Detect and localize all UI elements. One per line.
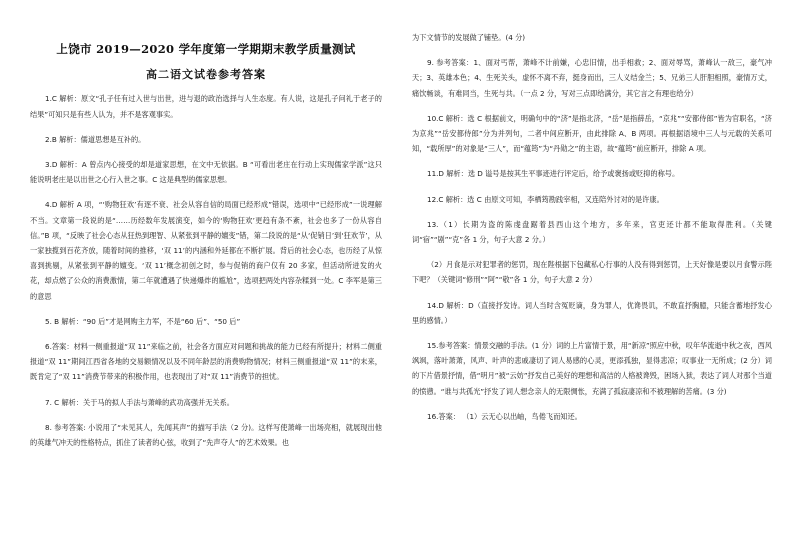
answer-q1: 1.C 解析：原文“孔子任有过入世与出世，进与退的政治选择与人生态度。有人说，这是孔子问礼于老子的结果”可知只是有些人认为，并不是客观事实。 <box>30 94 382 119</box>
answer-q10: 10.C 解析：选 C 根据前文，明确句中的“济”是指北济，“岳”是指薛岳，“京兆”“安都侍郎”皆为官职名，“济为京兆”“岳安都侍郎”分为并列句，二者中间应断开，由此排除 A、B 两项。再根据语境中三人与元载的关系可知，“载所厚”的对象是“三人”，而“蕴筠”为“丹勋之”的主语，故“蕴筠”前应断开，排除 A 项。 <box>412 113 772 154</box>
answer-q13-1: 13.（1）长期为盗的陈虔盘踞着县西山这个地方，多年来，官吏还计都不能取得胜利。（关键词“宿”“剧”“克”各 1 分，句子大意 2 分。） <box>412 219 772 245</box>
page-subtitle: 高二语文试卷参考答案 <box>146 68 266 82</box>
answer-q4: 4.D 解析 A 项，“‘购物狂欢’有逐不衰、社会从容自信的局面已经形成”错误，选项中“已经形成”一说理解不当。文章第一段说的是“……历经数年发展演变，如今的‘购物狂欢’更趋有条不紊，社会也多了一份从容自信。”B 项，“反映了社会心态从狂热到理智、从紧张到平静的嬗变”错，第二段说的是“从‘促销日’到‘狂欢节’，从一家独揽到百花齐放，随着时间的推移，‘双 11’的内涵和外延都在不断扩展。背后的社会心态，也历经了从惊喜到挑剔，从紧张到平静的嬗变。‘双 11’概念初创之时，参与促销的商户仅有 20 多家，但活动所迸发的火花，却点燃了公众的消费激情，第二年就遭遇了快递爆炸的尴尬”，选项把两处内容杂糅到一处。C 李军是第三的意思 <box>30 200 382 301</box>
answer-q16: 16.答案： （1）云无心以出岫，鸟倦飞而知还。 <box>427 411 582 421</box>
answer-q7: 7. C 解析：关于马的拟人手法与萧峰的武功高强并无关系。 <box>45 397 234 407</box>
answer-q11: 11.D 解析：选 D 谥号是按其生平事迹进行评定后，给予或褒扬或贬抑的称号。 <box>427 169 680 179</box>
answer-q8: 8. 参考答案: 小说用了“未见其人，先闻其声”的描写手法（2 分)。这样写使萧峰一出场亮相，就展现出他的英雄气冲天的性格特点，抓住了读者的心弦，收到了“先声夺人”的艺术效果。也 <box>30 422 382 448</box>
page-title: 上饶市 2019—2020 学年度第一学期期末教学质量测试 <box>56 42 356 56</box>
left-column <box>30 0 382 460</box>
answer-q12: 12.C 解析：选 C 由原文可知，李栖筠勘践宰相，又连陪外讨对的是许康。 <box>427 194 664 204</box>
answer-q15: 15.参考答案：情景交融的手法。(1 分）词的上片富情于景，用“新凉”照应中秋，叹年华流逝中秋之夜，西风飒飒，落叶萧萧，风声、叶声的悲戚凄切了词人易感的心灵，更添孤独，显得悲凉；叹事业一无所成；(2 分）词的下片借景抒情，借“明月”被“云妨”抒发自己美好的理想和高洁的人格被谗毁，困场入狱，表达了词人对那个当道的愤懑。“谁与共孤光”抒发了词人想念亲人的无限惆怅，充满了孤寂凄凉和不被理解的苦痛。(3 分) <box>412 341 772 396</box>
answer-q14: 14.D 解析：D（直接抒发诗。词人当时含冤贬谪，身为罪人，优谗畏讥，不敢直抒胸臆，只能含蓄地抒发心里的感情。） <box>412 300 772 325</box>
answer-q9: 9. 参考答案：1、面对丐帮，萧峰不计前嫌，心忠旧情，出手相救；2、面对辱骂，萧峰认一敌三，豪气冲天；3、英雄本色；4、生死关头，虚怀不离不弃，挺身而出，三人义结金兰；5、兄弟三人肝胆相照，豪情万丈，痛饮畅谈，有难同当，生死与共。（一点 2 分，写对三点即给满分，其它言之有理也给分） <box>412 58 772 98</box>
answer-q13-2: （2）月食是示对犯罪者的惩罚，现在陛根据下包藏私心行事的人没有得到惩罚，上天好像是要以月食警示陛下吧？（关键词“修刑”“阿”“敬”各 1 分，句子大意 2 分） <box>412 260 772 285</box>
answer-q5: 5. B 解析：“90 后”才是网购主力军，不是“60 后”、“50 后” <box>45 316 241 326</box>
answer-q8-continued: 为下文情节的发展做了铺垫。(4 分) <box>412 33 526 42</box>
right-column <box>412 0 772 434</box>
answer-q2: 2.B 解析：儒道思想是互补的。 <box>45 134 146 144</box>
answer-q3: 3.D 解析：A 曾点内心接受的却是道家思想，在文中无依据。B “可看出老庄在行动上实现儒家学派”这只能说明老庄是以出世之心行入世之事。C 这是典型的儒家思想。 <box>30 160 382 185</box>
answer-q6: 6.答案：材料一侧重报道“双 11”来临之前，社会各方面应对问题和挑战的能力已经有所提升；材料二侧重报道“双 11”期间江西省各地的交易额情况以及不同年龄层的消费购物情况；材料三侧重报道“双 11”的末来，既肯定了“双 11”消费节带来的积极作用，也表现出了对“双 11”消费节的担忧。 <box>30 342 382 382</box>
